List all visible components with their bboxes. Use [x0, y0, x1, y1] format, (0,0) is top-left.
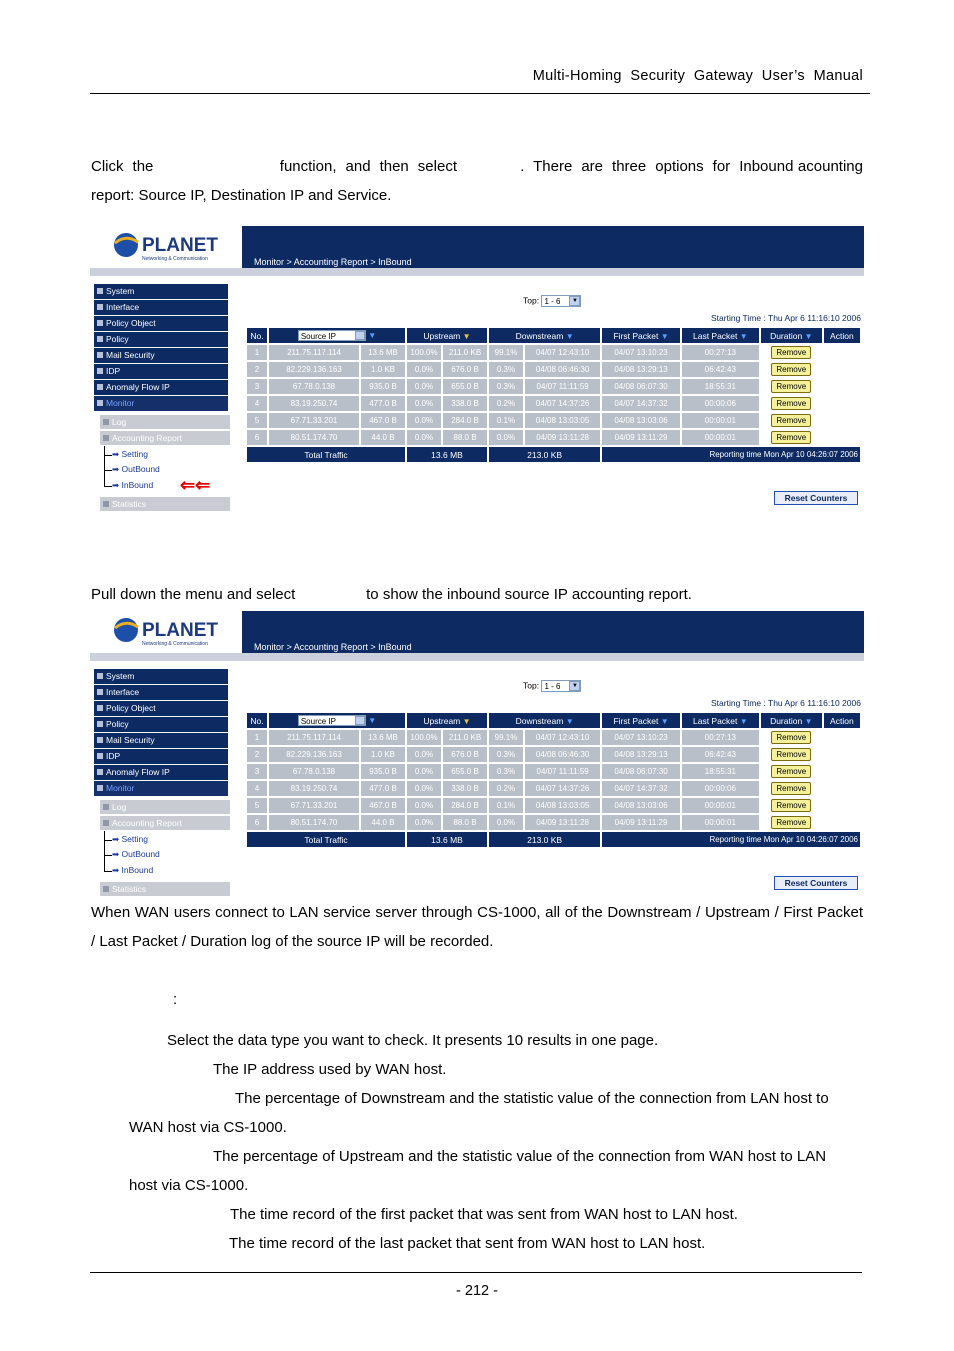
banner — [90, 611, 864, 653]
sort-down-icon: ▼ — [739, 331, 748, 341]
intro-paragraph: Click the function, and then select . There are three options for Inbound acounting report: Source IP, Destination IP and Service. — [91, 158, 868, 204]
definition-downstream: The percentage of Downstream and the statistic value of the connection from LAN host to — [235, 1090, 829, 1107]
menu-item-policy-object[interactable]: Policy Object — [94, 701, 228, 716]
planet-logo-icon — [112, 615, 222, 647]
remove-button[interactable]: Remove — [771, 816, 811, 829]
leaf-outbound[interactable]: ➡ OutBound — [112, 849, 160, 859]
submenu-accounting-report[interactable]: Accounting Report — [100, 431, 230, 445]
total-row: Total Traffic 13.6 MB 213.0 KB Reporting time Mon Apr 10 04:26:07 2006 — [247, 447, 860, 462]
expand-icon — [103, 419, 109, 425]
total-row: Total Traffic 13.6 MB 213.0 KB Reporting time Mon Apr 10 04:26:07 2006 — [247, 832, 860, 847]
table-row: 3 67.78.0.138 935.0 B 0.0% 655.0 B 0.3% 04/07 11:11:59 04/08 06:07:30 18:55:31 Remove — [247, 764, 860, 779]
remove-button[interactable]: Remove — [771, 782, 811, 795]
submenu-statistics[interactable]: Statistics — [100, 882, 230, 896]
banner-strip — [90, 653, 864, 661]
starting-time: Starting Time : Thu Apr 6 11:16:10 2006 — [711, 313, 861, 323]
screenshot-1 — [90, 226, 864, 516]
expand-icon — [103, 886, 109, 892]
expand-icon — [103, 501, 109, 507]
breadcrumb: Monitor > Accounting Report > InBound — [254, 257, 412, 267]
expand-icon — [97, 304, 103, 310]
type-select[interactable]: Source IP — [298, 330, 366, 341]
type-select[interactable]: Source IP — [298, 715, 366, 726]
chevron-down-icon — [355, 716, 365, 725]
definitions-colon: : — [173, 991, 178, 1008]
menu-item-policy-object[interactable]: Policy Object — [94, 316, 228, 331]
remove-button[interactable]: Remove — [771, 799, 811, 812]
menu-item-idp[interactable]: IDP — [94, 749, 228, 764]
table-row: 6 80.51.174.70 44.0 B 0.0% 88.0 B 0.0% 04/09 13:11:28 04/09 13:11:29 00:00:01 Remove — [247, 815, 860, 830]
col-first-packet[interactable]: First Packet ▼ — [602, 713, 680, 728]
collapse-icon — [97, 785, 103, 791]
menu-item-idp[interactable]: IDP — [94, 364, 228, 379]
table-row: 1 211.75.117.114 13.6 MB 100.0% 211.0 KB 99.1% 04/07 12:43:10 04/07 13:10:23 00:27:13 Remove — [247, 730, 860, 745]
col-source — [269, 328, 405, 343]
pull-down-paragraph: Pull down the menu and select to show the inbound source IP accounting report. — [91, 586, 692, 603]
definition-upstream: The percentage of Upstream and the statistic value of the connection from WAN host to LAN — [213, 1148, 827, 1165]
expand-icon — [97, 352, 103, 358]
sort-down-icon: ▼ — [565, 331, 574, 341]
menu-item-anomaly-flow-ip[interactable]: Anomaly Flow IP — [94, 380, 228, 395]
leaf-inbound[interactable]: ➡ InBound — [112, 865, 154, 875]
accounting-table — [245, 326, 862, 464]
table-row: 5 67.71.33.201 467.0 B 0.0% 284.0 B 0.1% 04/08 13:03:05 04/08 13:03:06 00:00:01 Remove — [247, 413, 860, 428]
tree-branch — [104, 455, 112, 456]
expand-icon — [97, 384, 103, 390]
menu-item-monitor[interactable]: Monitor — [94, 781, 228, 796]
remove-button[interactable]: Remove — [771, 363, 811, 376]
menu-item-anomaly-flow-ip[interactable]: Anomaly Flow IP — [94, 765, 228, 780]
breadcrumb: Monitor > Accounting Report > InBound — [254, 642, 412, 652]
expand-icon — [97, 737, 103, 743]
expand-icon — [97, 673, 103, 679]
arrow-right-icon: ➡ — [112, 865, 120, 875]
col-source — [269, 713, 405, 728]
submenu-log[interactable]: Log — [100, 415, 230, 429]
menu-item-monitor[interactable]: Monitor — [94, 396, 228, 411]
sort-down-icon: ▼ — [660, 331, 669, 341]
expand-icon — [97, 753, 103, 759]
sort-down-icon: ▼ — [462, 716, 471, 726]
collapse-icon — [97, 400, 103, 406]
svg-text:Networking & Communication: Networking & Communication — [142, 256, 208, 262]
menu-item-system[interactable]: System — [94, 284, 228, 299]
col-first-packet[interactable]: First Packet ▼ — [602, 328, 680, 343]
remove-button[interactable]: Remove — [771, 346, 811, 359]
chevron-down-icon: ▼ — [569, 681, 580, 691]
sort-down-icon: ▼ — [565, 716, 574, 726]
menu-item-system[interactable]: System — [94, 669, 228, 684]
remove-button[interactable]: Remove — [771, 748, 811, 761]
expand-icon — [97, 336, 103, 342]
menu-item-interface[interactable]: Interface — [94, 300, 228, 315]
table-row: 6 80.51.174.70 44.0 B 0.0% 88.0 B 0.0% 04/09 13:11:28 04/09 13:11:29 00:00:01 Remove — [247, 430, 860, 445]
definition-first-packet: The time record of the first packet that was sent from WAN host to LAN host. — [230, 1206, 738, 1223]
expand-icon — [97, 368, 103, 374]
manual-header-title: Multi-Homing Security Gateway User’s Manual — [532, 68, 863, 84]
expand-icon — [103, 804, 109, 810]
arrow-right-icon: ➡ — [112, 834, 120, 844]
tree-line — [104, 831, 105, 871]
top-navbar — [242, 226, 864, 268]
expand-icon — [97, 705, 103, 711]
arrow-right-icon: ➡ — [112, 449, 120, 459]
definition-last-packet: The time record of the last packet that sent from WAN host to LAN host. — [229, 1235, 706, 1252]
expand-icon — [97, 769, 103, 775]
sort-down-icon: ▼ — [660, 716, 669, 726]
header-rule — [90, 93, 870, 94]
col-last-packet[interactable]: Last Packet ▼ — [682, 328, 759, 343]
table-row: 1 211.75.117.114 13.6 MB 100.0% 211.0 KB 99.1% 04/07 12:43:10 04/07 13:10:23 00:27:13 Remove — [247, 345, 860, 360]
menu-item-mail-security[interactable]: Mail Security — [94, 733, 228, 748]
footer-rule — [90, 1272, 862, 1273]
table-row: 4 83.19.250.74 477.0 B 0.0% 338.0 B 0.2% 04/07 14:37:26 04/07 14:37:32 00:00:06 Remove — [247, 396, 860, 411]
leaf-setting[interactable]: ➡ Setting — [112, 449, 148, 459]
collapse-icon — [103, 435, 109, 441]
sort-down-icon: ▼ — [739, 716, 748, 726]
expand-icon — [97, 288, 103, 294]
col-upstream[interactable]: Upstream ▼ — [407, 328, 487, 343]
col-action: Action — [824, 328, 860, 343]
tree-branch — [104, 486, 112, 487]
banner-strip — [90, 268, 864, 276]
reset-counters-button[interactable]: Reset Counters — [774, 491, 858, 505]
remove-button[interactable]: Remove — [771, 431, 811, 444]
remove-button[interactable]: Remove — [771, 380, 811, 393]
col-action: Action — [824, 713, 860, 728]
col-last-packet[interactable]: Last Packet ▼ — [682, 713, 759, 728]
tree-line — [104, 446, 105, 486]
chevron-down-icon — [355, 331, 365, 340]
remove-button[interactable]: Remove — [771, 731, 811, 744]
submenu-statistics[interactable]: Statistics — [100, 497, 230, 511]
arrow-right-icon: ➡ — [112, 480, 120, 490]
starting-time: Starting Time : Thu Apr 6 11:16:10 2006 — [711, 698, 861, 708]
sort-down-icon[interactable]: ▼ — [368, 715, 377, 725]
col-upstream[interactable]: Upstream ▼ — [407, 713, 487, 728]
col-downstream[interactable]: Downstream ▼ — [489, 328, 600, 343]
submenu-log[interactable]: Log — [100, 800, 230, 814]
definition-source-ip: The IP address used by WAN host. — [213, 1061, 447, 1078]
planet-logo-icon — [112, 230, 222, 262]
svg-text:PLANET: PLANET — [142, 620, 218, 641]
svg-text:Networking & Communication: Networking & Communication — [142, 641, 208, 647]
definition-upstream-cont: host via CS-1000. — [129, 1177, 249, 1194]
screenshot-2 — [90, 611, 864, 901]
remove-button[interactable]: Remove — [771, 414, 811, 427]
svg-text:PLANET: PLANET — [142, 235, 218, 256]
reset-counters-button[interactable]: Reset Counters — [774, 876, 858, 890]
sort-down-icon[interactable]: ▼ — [368, 330, 377, 340]
col-no: No. — [247, 713, 267, 728]
col-duration[interactable]: Duration ▼ — [761, 328, 822, 343]
submenu-accounting-report[interactable]: Accounting Report — [100, 816, 230, 830]
sort-down-icon: ▼ — [804, 331, 813, 341]
top-selector: Top: 1 - 6 ▼ — [523, 295, 581, 307]
tree-branch — [104, 470, 112, 471]
chevron-down-icon: ▼ — [569, 296, 580, 306]
top-select[interactable]: 1 - 6 ▼ — [541, 295, 581, 307]
col-duration[interactable]: Duration ▼ — [761, 713, 822, 728]
table-row: 4 83.19.250.74 477.0 B 0.0% 338.0 B 0.2% 04/07 14:37:26 04/07 14:37:32 00:00:06 Remove — [247, 781, 860, 796]
page-number: - 212 - — [456, 1283, 498, 1299]
tree-branch — [104, 840, 112, 841]
accounting-table — [245, 711, 862, 849]
table-row: 3 67.78.0.138 935.0 B 0.0% 655.0 B 0.3% 04/07 11:11:59 04/08 06:07:30 18:55:31 Remove — [247, 379, 860, 394]
menu-item-policy[interactable]: Policy — [94, 717, 228, 732]
arrow-right-icon: ➡ — [112, 464, 120, 474]
expand-icon — [97, 721, 103, 727]
top-navbar — [242, 611, 864, 653]
arrow-right-icon: ➡ — [112, 849, 120, 859]
description-paragraph: When WAN users connect to LAN service server through CS-1000, all of the Downstream / Upstream / First Packet / Last Packet / Duration log of the source IP will be recorded. — [91, 904, 863, 950]
leaf-setting[interactable]: ➡ Setting — [112, 834, 148, 844]
sort-down-icon: ▼ — [462, 331, 471, 341]
expand-icon — [97, 689, 103, 695]
menu-item-policy[interactable]: Policy — [94, 332, 228, 347]
expand-icon — [97, 320, 103, 326]
remove-button[interactable]: Remove — [771, 765, 811, 778]
table-row: 2 82.229.136.163 1.0 KB 0.0% 676.0 B 0.3% 04/08 06:46:30 04/08 13:29:13 06:42:43 Remove — [247, 362, 860, 377]
top-select[interactable]: 1 - 6 ▼ — [541, 680, 581, 692]
menu-item-mail-security[interactable]: Mail Security — [94, 348, 228, 363]
definition-downstream-cont: WAN host via CS-1000. — [129, 1119, 287, 1136]
leaf-outbound[interactable]: ➡ OutBound — [112, 464, 160, 474]
sort-down-icon: ▼ — [804, 716, 813, 726]
red-double-arrow-icon: ⇐⇐ — [180, 475, 211, 495]
table-row: 5 67.71.33.201 467.0 B 0.0% 284.0 B 0.1% 04/08 13:03:05 04/08 13:03:06 00:00:01 Remove — [247, 798, 860, 813]
table-row: 2 82.229.136.163 1.0 KB 0.0% 676.0 B 0.3% 04/08 06:46:30 04/08 13:29:13 06:42:43 Remove — [247, 747, 860, 762]
top-selector: Top: 1 - 6 ▼ — [523, 680, 581, 692]
tree-branch — [104, 871, 112, 872]
menu-item-interface[interactable]: Interface — [94, 685, 228, 700]
banner — [90, 226, 864, 268]
tree-branch — [104, 855, 112, 856]
col-downstream[interactable]: Downstream ▼ — [489, 713, 600, 728]
definition-top: Select the data type you want to check. It presents 10 results in one page. — [167, 1032, 659, 1049]
col-no: No. — [247, 328, 267, 343]
collapse-icon — [103, 820, 109, 826]
leaf-inbound[interactable]: ➡ InBound — [112, 480, 154, 490]
remove-button[interactable]: Remove — [771, 397, 811, 410]
